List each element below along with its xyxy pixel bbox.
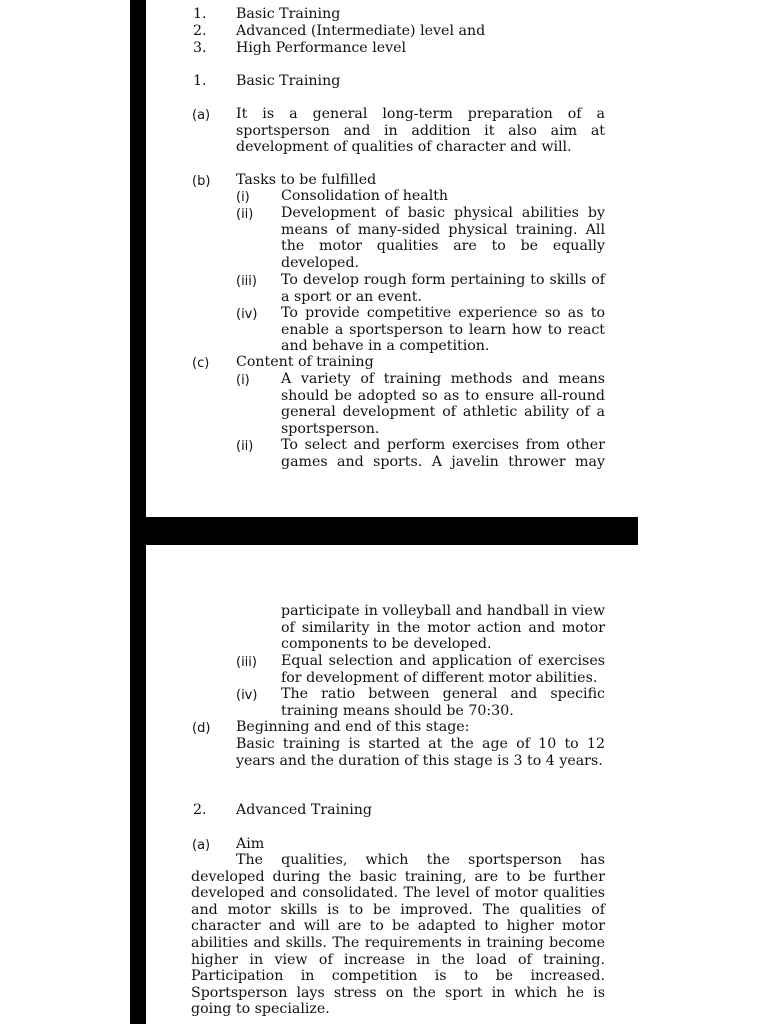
section-heading: Basic Training [236, 73, 341, 89]
section-number: 2. [193, 802, 207, 818]
sub-item-text: To select and perform exercises from other games and sports. A javelin thrower may [281, 437, 605, 470]
section-number: 1. [193, 73, 207, 89]
sub-label: (i) [236, 373, 250, 388]
sub-label: (iii) [236, 274, 257, 289]
sub-item-text: Equal selection and application of exercises for development of different motor abilities. [281, 653, 605, 686]
outline-text-1: Basic Training [236, 6, 341, 22]
item-label-c: (c) [192, 356, 210, 371]
sub-label: (ii) [236, 439, 254, 454]
outline-text-3: High Performance level [236, 40, 407, 56]
sub-item-continuation: participate in volleyball and handball in view of similarity in the motor action and motor components to be developed. [281, 603, 605, 653]
section-heading: Advanced Training [236, 802, 373, 818]
document-page-2 [146, 545, 638, 1024]
sub-item-text: The ratio between general and specific training means should be 70:30. [281, 686, 605, 719]
subheading-content: Content of training [236, 354, 374, 370]
sub-label: (iv) [236, 307, 258, 322]
subheading-aim: Aim [236, 836, 265, 852]
sub-item-text: Development of basic physical abilities by means of many-sided physical training. All the motor qualities are to be equally developed. [281, 205, 605, 271]
sub-label: (iii) [236, 655, 257, 670]
item-label-d: (d) [192, 721, 211, 736]
outline-num-3: 3. [193, 40, 207, 56]
sub-item-text: A variety of training methods and means should be adopted so as to ensure all-round general development of athletic ability of a sportsperson. [281, 371, 605, 437]
outline-num-1: 1. [193, 6, 207, 22]
outline-text-2: Advanced (Intermediate) level and [236, 23, 486, 39]
left-border-bottom [130, 545, 146, 1024]
item-label-a: (a) [192, 838, 211, 853]
subheading-stage: Beginning and end of this stage: [236, 719, 470, 735]
page-separator [130, 517, 638, 545]
sub-label: (i) [236, 190, 250, 205]
sub-item-text: To develop rough form pertaining to skills of a sport or an event. [281, 272, 605, 305]
subheading-tasks: Tasks to be fulfilled [236, 172, 377, 188]
item-label-b: (b) [192, 174, 211, 189]
paragraph-d: Basic training is started at the age of 10 to 12 years and the duration of this stage is 3 to 4 years. [236, 736, 605, 769]
document-page-1 [146, 0, 638, 517]
paragraph-a: It is a general long-term preparation of a sportsperson and in addition it also aim at development of qualities of character and will. [236, 106, 605, 156]
sub-item-text: Consolidation of health [281, 188, 449, 204]
item-label-a: (a) [192, 108, 211, 123]
sub-label: (ii) [236, 207, 254, 222]
sub-label: (iv) [236, 688, 258, 703]
outline-num-2: 2. [193, 23, 207, 39]
sub-item-text: To provide competitive experience so as to enable a sportsperson to learn how to react and behave in a competition. [281, 305, 605, 355]
paragraph-aim: The qualities, which the sportsperson has developed during the basic training, are to be further developed and consolidated. The level of motor qualities and motor skills is to be improved. The qualities of character and will are to be adapted to higher motor abilities and skills. The requirements in training become higher in view of increase in the load of training. Participation in competition is to be increased. Sportsperson lays stress on the sport in which he is going to specialize. [191, 852, 605, 1018]
left-border-top [130, 0, 146, 545]
